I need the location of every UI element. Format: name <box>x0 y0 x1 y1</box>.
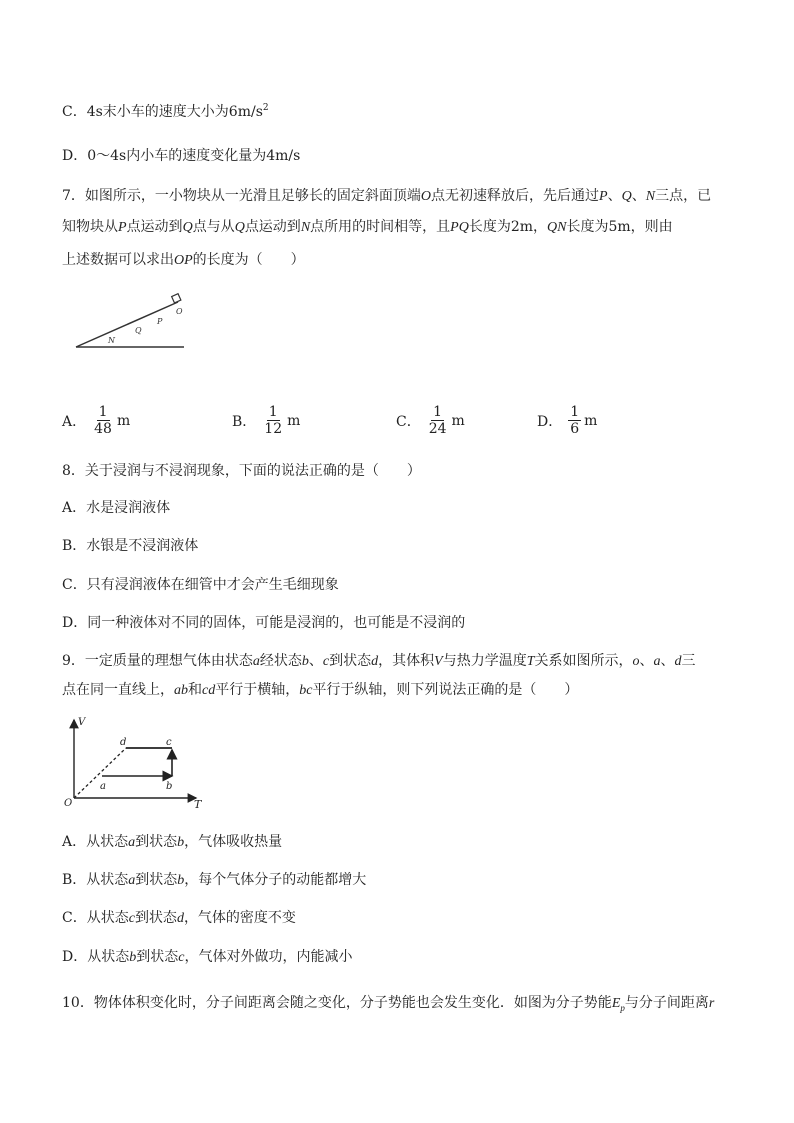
q9-option-a[interactable]: A．从状态a到状态b，气体吸收热量 <box>62 834 283 850</box>
q8-stem: 8．关于浸润与不浸润现象，下面的说法正确的是（ ） <box>62 463 421 479</box>
fraction: $\frac{1}{12}$ <box>264 404 283 437</box>
fraction: $\frac{1}{48}$ <box>94 404 112 437</box>
q7-stem-line3: 上述数据可以求出OP的长度为（ ） <box>62 252 305 268</box>
graph-label-b: b <box>166 781 173 792</box>
q9-option-d[interactable]: D．从状态b到状态c，气体对外做功，内能减小 <box>62 949 353 965</box>
graph-label-v: V <box>78 717 86 728</box>
q9-stem-line2: 点在同一直线上，ab和cd平行于横轴，bc平行于纵轴，则下列说法正确的是（ ） <box>62 682 579 698</box>
q8-option-c[interactable]: C．只有浸润液体在细管中才会产生毛细现象 <box>62 577 339 593</box>
q7-choice-c[interactable]: C． $\frac{1}{24}$ m <box>396 404 465 437</box>
vt-graph <box>60 712 210 812</box>
block <box>172 294 181 303</box>
label-n: N <box>108 336 115 345</box>
label-p: P <box>157 317 163 326</box>
q10-stem: 10．物体体积变化时，分子间距离会随之变化，分子势能也会发生变化．如图为分子势能$E_p$与分子间距离r <box>62 995 715 1013</box>
q7-stem-line2: 知物块从P点运动到Q点与从Q点运动到N点所用的时间相等，且PQ长度为2m，QN长度为5m，则由 <box>62 219 673 235</box>
q8-option-d[interactable]: D．同一种液体对不同的固体，可能是浸润的，也可能是不浸润的 <box>62 615 466 631</box>
graph-label-d: d <box>120 737 127 748</box>
graph-label-c: c <box>166 737 172 748</box>
q7-choice-a[interactable]: A． $\frac{1}{48}$ m <box>62 404 131 437</box>
graph-label-t: T <box>194 798 202 811</box>
fraction: $\frac{1}{24}$ <box>428 404 447 437</box>
fraction: $\frac{1}{6}$ <box>570 404 580 437</box>
q7-stem-line1: 7．如图所示，一小物块从一光滑且足够长的固定斜面顶端O点无初速释放后，先后通过P、Q、N三点，已 <box>62 188 712 204</box>
q9-option-b[interactable]: B．从状态a到状态b，每个气体分子的动能都增大 <box>62 872 367 888</box>
superscript: 2 <box>262 103 269 113</box>
q7-choice-b[interactable]: B． $\frac{1}{12}$ m <box>232 404 301 437</box>
graph-label-o: O <box>64 798 73 809</box>
incline-surface <box>76 302 178 347</box>
q8-option-b[interactable]: B．水银是不浸润液体 <box>62 538 199 554</box>
graph-label-a: a <box>100 781 106 792</box>
q7-choice-d[interactable]: D． $\frac{1}{6}$ m <box>537 404 598 437</box>
q8-option-a[interactable]: A．水是浸润液体 <box>62 500 171 516</box>
q6-option-c: C．4s末小车的速度大小为$6m/s^2$ <box>62 103 269 120</box>
label-o: O <box>176 307 183 316</box>
q9-stem-line1: 9．一定质量的理想气体由状态a经状态b、c到状态d，其体积V与热力学温度T关系如图所示，o、a、d三 <box>62 653 696 669</box>
q6-option-d: D．0～4s内小车的速度变化量为4m/s <box>62 148 301 164</box>
incline-figure <box>60 290 220 370</box>
q9-option-c[interactable]: C．从状态c到状态d，气体的密度不变 <box>62 910 296 926</box>
label-q: Q <box>135 326 142 335</box>
